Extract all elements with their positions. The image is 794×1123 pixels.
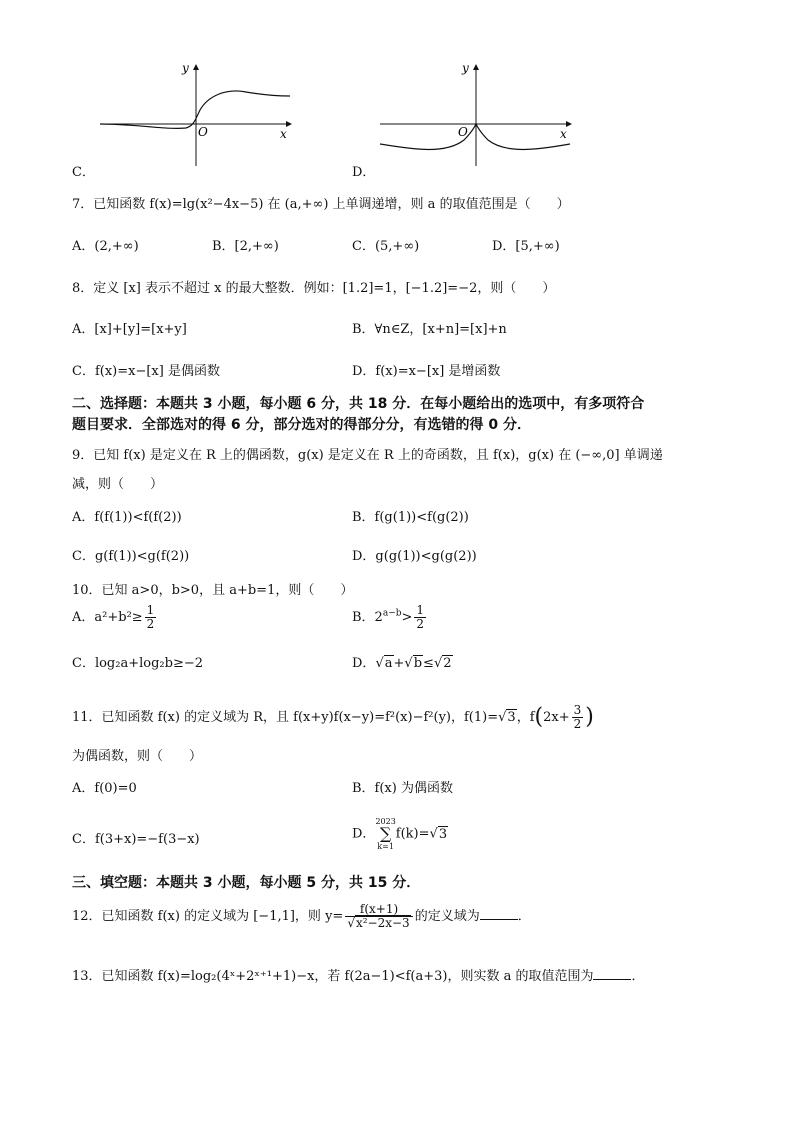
q10-a-expr: A．a²+b²≥ [72,610,143,625]
x-arrow [286,121,292,127]
q7-option-a[interactable]: A．(2,+∞) [72,239,139,254]
q10-option-c[interactable]: C．log₂a+log₂b≥−2 [72,656,204,671]
q11-stem-inner: 2x+ [543,710,570,725]
x-arrow [566,121,572,127]
q11-option-a[interactable]: A．f(0)=0 [72,781,137,796]
q11-option-c[interactable]: C．f(3+x)=−f(3−x) [72,832,200,847]
q11-d-label: D． [352,826,376,842]
q11-frac [572,704,584,731]
q11-frac-den: 2 [573,717,582,731]
q12-frac-den: √x²−2x−3 [347,916,410,930]
q10-d-root-2: 2 [443,656,452,671]
q7-stem: 7．已知函数 f(x)=lg(x²−4x−5) 在 (a,+∞) 上单调递增，则 a 的取值范围是（ ） [72,197,570,212]
q10-b-base: B．2 [352,610,383,625]
graph-c [96,58,296,170]
q12-stem-end: ． [517,909,531,924]
section-3-title: 三、填空题：本题共 3 小题，每小题 5 分，共 15 分． [72,875,421,891]
q8-option-c[interactable]: C．f(x)=x−[x] 是偶函数 [72,364,220,379]
y-arrow [473,64,479,70]
q11-d-expr: f(k)= [395,826,430,842]
q10-b-num: 1 [416,603,425,617]
q10-d-label: D． [352,656,376,671]
q13-answer-blank[interactable] [593,967,631,980]
q9-stem-line-1: 9．已知 f(x) 是定义在 R 上的偶函数，g(x) 是定义在 R 上的奇函数，且 f(x)，g(x) 在 (−∞,0] 单调递 [72,448,663,463]
q10-option-d[interactable]: D．√a+√b≤√2 [352,656,452,671]
q10-d-le: ≤ [423,656,434,671]
q12-stem [72,903,531,930]
q8-option-d[interactable]: D．f(x)=x−[x] 是增函数 [352,364,501,379]
q9-option-b[interactable]: B．f(g(1))<f(g(2)) [352,510,469,525]
q11-d-sum-sign: ∑ [379,824,392,843]
q11-root-3: 3 [507,710,516,725]
graph-d-y-label: y [462,61,469,75]
q10-stem: 10．已知 a>0，b>0，且 a+b=1，则（ ） [72,583,354,598]
graph-c-x-label: x [280,127,287,141]
q11-d-sum [375,817,395,851]
q11-d-sum-top: 2023 [375,817,396,826]
graph-d-origin: O [458,125,468,139]
q8-stem: 8．定义 [x] 表示不超过 x 的最大整数．例如：[1.2]=1，[−1.2]=−2，则（ ） [72,281,556,296]
q9-stem-line-2: 减，则（ ） [72,477,164,492]
q7-option-b[interactable]: B．[2,+∞) [212,239,279,254]
graph-c-y-label: y [182,61,189,75]
q7-option-d[interactable]: D．[5,+∞) [492,239,560,254]
q10-b-gt: > [401,610,413,625]
q10-d-plus: + [393,656,405,671]
q13-stem-text: 13．已知函数 f(x)=log₂(4ˣ+2ˣ⁺¹+1)−x，若 f(2a−1)<f(a+3)，则实数 a 的取值范围为 [72,969,594,984]
q11-stem-text: 11．已知函数 f(x) 的定义域为 R，且 f(x+y)f(x−y)=f²(x)−f²(y)，f(1)= [72,710,499,725]
q10-b-den: 2 [416,617,425,631]
graph-d [376,58,576,170]
q11-stem-mid: ，f [516,710,535,725]
graph-d-label: D． [352,165,376,180]
q11-option-d[interactable]: D． 2023 ∑ k=1 f(k)=√3 [352,817,448,851]
q12-stem-text: 12．已知函数 f(x) 的定义域为 [−1,1]，则 y= [72,909,344,924]
q13-stem [72,967,645,986]
q10-option-a[interactable] [72,604,158,631]
q10-option-b[interactable] [352,604,428,631]
q10-d-root-a: a [384,656,393,671]
q11-stem-line-2: 为偶函数，则（ ） [72,749,203,764]
q10-a-den: 2 [146,617,155,631]
q11-option-b[interactable]: B．f(x) 为偶函数 [352,781,453,796]
section-2-line-2: 题目要求．全部选对的得 6 分，部分选对的得部分分，有选错的得 0 分． [72,417,531,433]
graph-d-x-label: x [560,127,567,141]
q12-frac [345,903,412,930]
q8-option-b[interactable]: B．∀n∈Z，[x+n]=[x]+n [352,322,507,337]
q10-b-exp: a−b [382,608,402,619]
q11-stem-line-1: 11．已知函数 f(x) 的定义域为 R，且 f(x+y)f(x−y)=f²(x)−f²(y)，f(1)=√3，f(2x+ $\frac{3}{2}$ ) [72,703,594,731]
q10-b-frac [414,604,426,631]
q9-option-c[interactable]: C．g(f(1))<g(f(2)) [72,549,190,564]
q10-a-num: 1 [146,603,155,617]
q12-frac-num: f(x+1) [345,903,412,917]
q10-d-root-b: b [413,656,423,671]
curve-c [100,91,290,128]
q10-a-frac [145,604,157,631]
q9-option-d[interactable]: D．g(g(1))<g(g(2)) [352,549,477,564]
q11-d-sum-bottom: k=1 [377,842,394,851]
graph-c-origin: O [198,125,208,139]
q13-stem-end: ． [631,969,645,984]
y-arrow [193,64,199,70]
q11-d-root-3: 3 [438,826,448,842]
q7-option-c[interactable]: C．(5,+∞) [352,239,420,254]
q12-answer-blank[interactable] [480,907,518,920]
curve-d-right [476,124,570,150]
q11-frac-num: 3 [573,703,582,717]
q8-option-a[interactable]: A．[x]+[y]=[x+y] [72,322,187,337]
q12-frac-den-root: x²−2x−3 [355,916,410,930]
graph-c-label: C． [72,165,95,180]
q12-stem-post: 的定义域为 [414,909,480,924]
q9-option-a[interactable]: A．f(f(1))<f(f(2)) [72,510,182,525]
section-2-line-1: 二、选择题：本题共 3 小题，每小题 6 分，共 18 分．在每小题给出的选项中，有多项符合 [72,396,645,412]
